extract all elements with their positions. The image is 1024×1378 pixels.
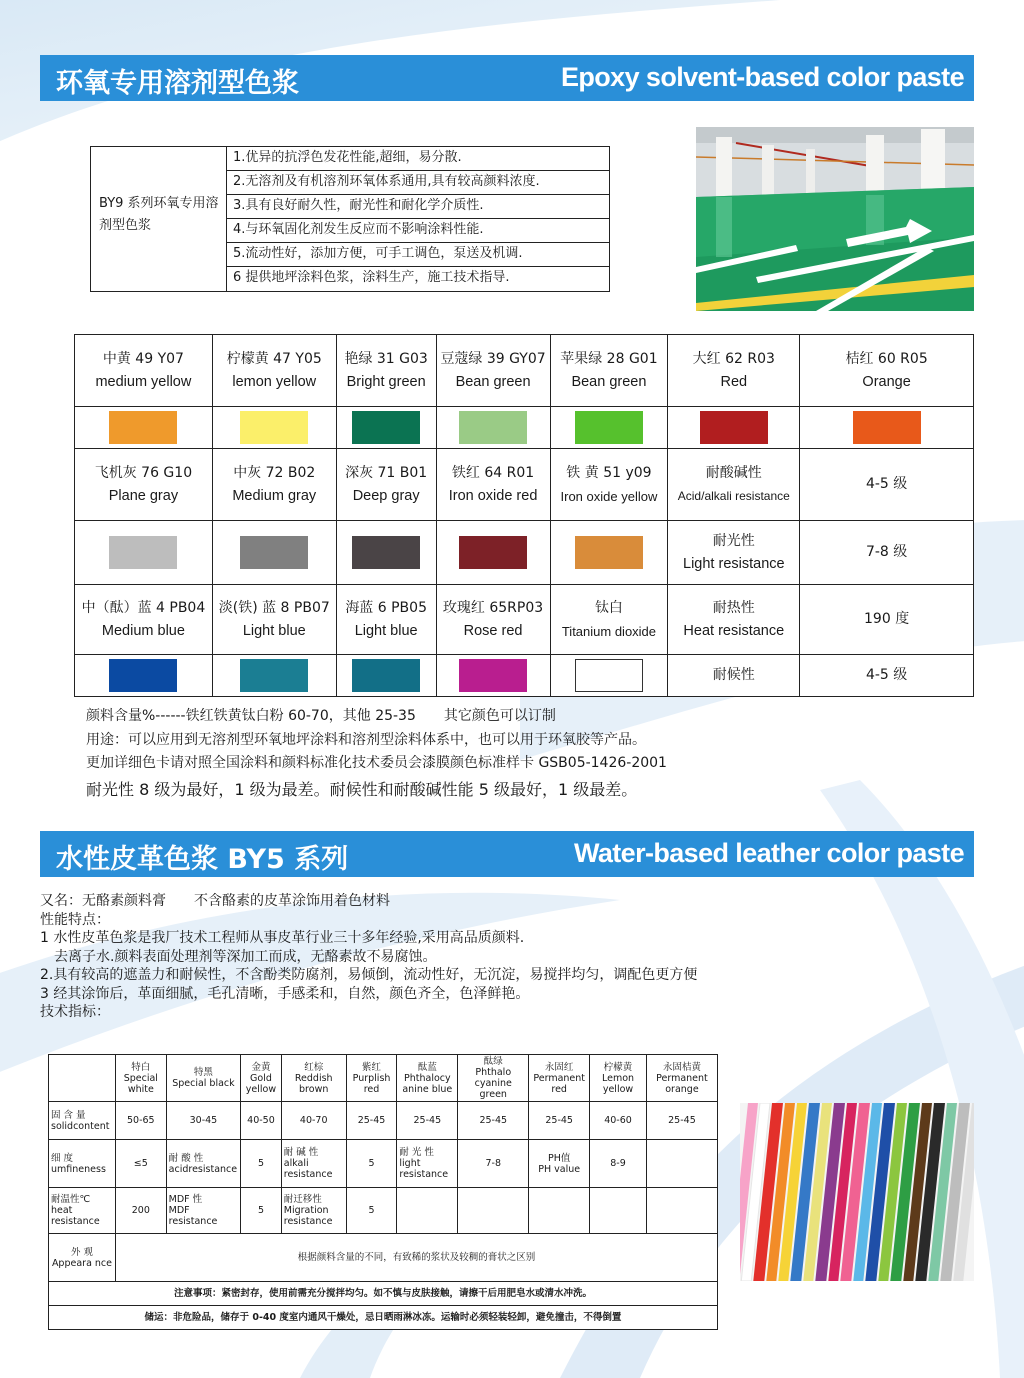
spec-column-header: 酞蓝 Phthalocy anine blue	[397, 1055, 458, 1102]
color-swatch	[109, 536, 177, 569]
spec-cell: 50-65	[115, 1102, 166, 1140]
color-name-row	[75, 335, 974, 407]
section1-title-en: Epoxy solvent-based color paste	[560, 62, 964, 92]
color-swatch	[240, 536, 308, 569]
color-swatch-row	[75, 655, 974, 697]
section1-notes	[86, 705, 667, 803]
features-box	[90, 146, 610, 292]
spec-column-header: 红棕 Reddish brown	[281, 1055, 346, 1102]
note-line: 用途：可以应用到无溶剂型环氧地坪涂料和溶剂型涂料体系中，也可以用于环氧胶等产品。	[86, 731, 646, 748]
storage-note: 储运：非危险品，储存于 0-40 度室内通风干燥处，忌日晒雨淋冰冻。运输时必须轻装轻卸，避免撞击，不得倒置	[49, 1306, 718, 1330]
spec-cell: 根据颜料含量的不同，有致稀的浆状及较稠的膏状之区别	[115, 1234, 717, 1282]
spec-cell: 40-50	[241, 1102, 282, 1140]
property-label: 耐热性 Heat resistance	[668, 585, 800, 655]
spec-note-row	[49, 1282, 718, 1306]
color-label: 淡(铁) 蓝 8 PB07 Light blue	[212, 585, 336, 655]
color-swatch-row	[75, 407, 974, 449]
color-swatch	[352, 659, 420, 692]
spec-note-row	[49, 1306, 718, 1330]
color-label: 柠檬黄 47 Y05 lemon yellow	[212, 335, 336, 407]
color-swatch	[352, 536, 420, 569]
spec-row-heat	[49, 1188, 718, 1234]
spec-row-fineness	[49, 1140, 718, 1188]
spec-cell: 40-70	[281, 1102, 346, 1140]
feature-item: 4.与环氧固化剂发生反应而不影响涂料性能.	[227, 219, 609, 243]
color-name-row	[75, 585, 974, 655]
spec-cell: 25-45	[346, 1102, 397, 1140]
color-swatch	[575, 411, 643, 444]
spec-cell: 耐 光 性 light resistance	[397, 1140, 458, 1188]
color-label: 铁红 64 R01 Iron oxide red	[436, 449, 550, 521]
section1-title-zh: 环氧专用溶剂型色浆	[56, 68, 299, 99]
color-label: 海蓝 6 PB05 Light blue	[336, 585, 436, 655]
spec-cell: 25-45	[397, 1102, 458, 1140]
color-label: 铁 黄 51 y09 Iron oxide yellow	[550, 449, 668, 521]
spec-row-label: 固 含 量 solidcontent	[49, 1102, 116, 1140]
features-list	[227, 147, 609, 291]
section2-title-en: Water-based leather color paste	[573, 838, 964, 868]
note-line: 颜料含量%------铁红铁黄钛白粉 60-70，其他 25-35 其它颜色可以订制	[86, 708, 556, 724]
spec-cell: MDF 性 MDF resistance	[166, 1188, 241, 1234]
spec-cell: 5	[241, 1140, 282, 1188]
spec-cell: 40-60	[590, 1102, 647, 1140]
feature-item: 6 提供地坪涂料色浆，涂料生产，施工技术指导.	[233, 270, 510, 285]
section1-banner	[40, 55, 974, 101]
property-value: 7-8 级	[800, 521, 974, 585]
spec-cell: 7-8	[458, 1140, 529, 1188]
color-name-row	[75, 449, 974, 521]
note-line: 更加详细色卡请对照全国涂料和颜料标准化技术委员会漆膜颜色标准样卡 GSB05-1426-2001	[86, 755, 667, 771]
color-swatch	[109, 659, 177, 692]
intro-line: 3 经其涂饰后，革面细腻，毛孔清晰，手感柔和，自然，颜色齐全，色泽鲜艳。	[40, 985, 530, 1002]
spec-row-appearance	[49, 1234, 718, 1282]
color-swatch	[459, 411, 527, 444]
spec-cell: 30-45	[166, 1102, 241, 1140]
feature-item: 2.无溶剂及有机溶剂环氧体系通用,具有较高颜料浓度.	[227, 171, 609, 195]
color-swatch	[853, 411, 921, 444]
spec-column-header: 紫红 Purplish red	[346, 1055, 397, 1102]
spec-cell: 5	[346, 1140, 397, 1188]
property-label: 耐光性 Light resistance	[668, 521, 800, 585]
property-label: 耐候性	[668, 655, 800, 697]
spec-column-header: 永固红 Permanent red	[529, 1055, 590, 1102]
intro-line: 去离子水.颜料表面处理剂等深加工而成，无酪素故不易腐蚀。	[40, 948, 437, 965]
color-swatch-row	[75, 521, 974, 585]
color-swatch	[459, 536, 527, 569]
section2-banner	[40, 831, 974, 877]
color-swatch	[575, 536, 643, 569]
spec-column-header: 酞绿 Phthalo cyanine green	[458, 1055, 529, 1102]
color-label: 桔红 60 R05 Orange	[800, 335, 974, 407]
color-label: 艳绿 31 G03 Bright green	[336, 335, 436, 407]
property-value: 4-5 级	[800, 655, 974, 697]
feature-item: 1.优异的抗浮色发花性能,超细，易分散.	[227, 147, 609, 171]
spec-row-label: 外 观 Appeara nce	[49, 1234, 116, 1282]
spec-row-label: 细 度 umfineness	[49, 1140, 116, 1188]
spec-header-row	[49, 1055, 718, 1102]
color-label: 中（酞）蓝 4 PB04 Medium blue	[75, 585, 213, 655]
color-swatch	[109, 411, 177, 444]
color-label: 大红 62 R03 Red	[668, 335, 800, 407]
color-label: 玫瑰红 65RP03 Rose red	[436, 585, 550, 655]
spec-cell: 25-45	[458, 1102, 529, 1140]
color-label: 中黄 49 Y07 medium yellow	[75, 335, 213, 407]
spec-cell: 200	[115, 1188, 166, 1234]
leather-spec-table	[48, 1054, 718, 1330]
leather-strips-photo	[740, 1103, 974, 1281]
property-value: 4-5 级	[800, 449, 974, 521]
feature-item: 3.具有良好耐久性，耐光性和耐化学介质性.	[227, 195, 609, 219]
intro-line: 2.具有较高的遮盖力和耐候性，不含酚类防腐剂，易倾倒，流动性好，无沉淀，易搅拌均匀，调配色更方便	[40, 967, 698, 983]
intro-line: 技术指标：	[40, 1004, 110, 1020]
spec-cell: 8-9	[590, 1140, 647, 1188]
color-swatch	[459, 659, 527, 692]
product-name: BY9 系列环氧专用溶剂型色浆	[91, 147, 227, 291]
spec-cell: 25-45	[646, 1102, 717, 1140]
spec-cell: PH值 PH value	[529, 1140, 590, 1188]
usage-note: 注意事项：紧密封存，使用前需充分搅拌均匀。如不慎与皮肤接触，请擦干后用肥皂水或清水冲洗。	[49, 1282, 718, 1306]
spec-row-label: 耐温性℃ heat resistance	[49, 1188, 116, 1234]
property-label: 耐酸碱性 Acid/alkali resistance	[668, 449, 800, 521]
color-label: 中灰 72 B02 Medium gray	[212, 449, 336, 521]
section2-title-zh: 水性皮革色浆 BY5 系列	[56, 844, 349, 875]
color-swatch	[575, 659, 643, 692]
note-line: 耐光性 8 级为最好，1 级为最差。耐候性和耐酸碱性能 5 级最好，1 级最差。	[86, 779, 638, 799]
epoxy-color-table	[74, 334, 974, 697]
color-label: 豆蔻绿 39 GY07 Bean green	[436, 335, 550, 407]
spec-cell: 耐 碱 性 alkali resistance	[281, 1140, 346, 1188]
color-label: 飞机灰 76 G10 Plane gray	[75, 449, 213, 521]
color-label: 深灰 71 B01 Deep gray	[336, 449, 436, 521]
section2-intro	[40, 892, 697, 1022]
spec-column-header: 特黑 Special black	[166, 1055, 241, 1102]
spec-column-header: 特白 Special white	[115, 1055, 166, 1102]
feature-item: 5.流动性好，添加方便，可手工调色，泵送及机调.	[227, 243, 609, 267]
spec-column-header: 柠檬黄 Lemon yellow	[590, 1055, 647, 1102]
spec-cell: 耐 酸 性 acidresistance	[166, 1140, 241, 1188]
color-label: 钛白 Titanium dioxide	[550, 585, 668, 655]
color-label: 苹果绿 28 G01 Bean green	[550, 335, 668, 407]
intro-line: 性能特点：	[40, 911, 110, 928]
spec-cell: 5	[241, 1188, 282, 1234]
color-swatch	[240, 659, 308, 692]
intro-line: 1 水性皮革色浆是我厂技术工程师从事皮革行业三十多年经验,采用高品质颜料.	[40, 930, 525, 946]
property-value: 190 度	[800, 585, 974, 655]
spec-cell: ≤5	[115, 1140, 166, 1188]
color-swatch	[240, 411, 308, 444]
spec-cell: 耐迁移性 Migration resistance	[281, 1188, 346, 1234]
spec-cell: 5	[346, 1188, 397, 1234]
spec-cell: 25-45	[529, 1102, 590, 1140]
spec-column-header: 金黄 Gold yellow	[241, 1055, 282, 1102]
color-swatch	[700, 411, 768, 444]
color-swatch	[352, 411, 420, 444]
epoxy-floor-photo	[696, 127, 974, 311]
spec-column-header: 永固桔黄 Permanent orange	[646, 1055, 717, 1102]
spec-row-solid	[49, 1102, 718, 1140]
intro-line: 又名：无酪素颜料膏 不含酪素的皮革涂饰用着色材料	[40, 893, 390, 909]
